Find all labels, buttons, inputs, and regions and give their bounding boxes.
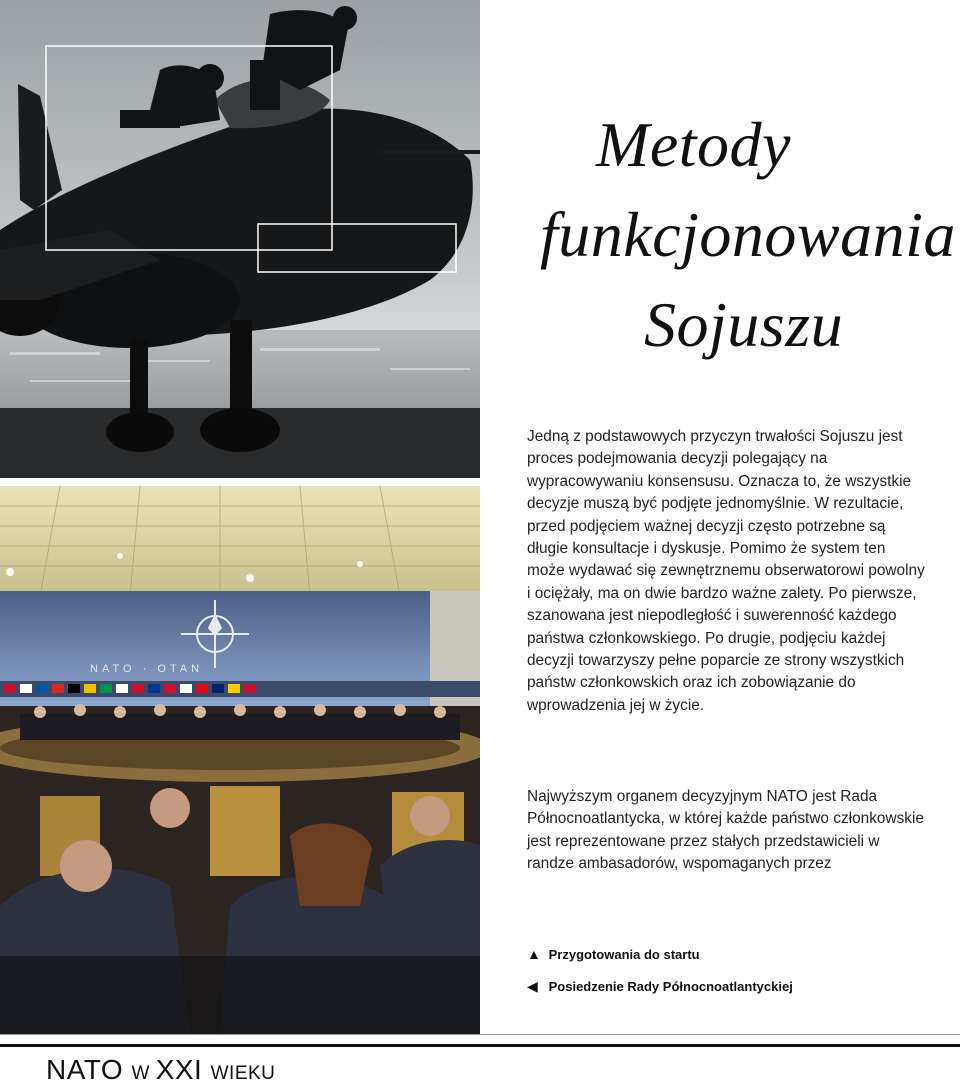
nato-otan-sign: NATO · OTAN bbox=[90, 663, 204, 675]
title-line-1: Metody bbox=[596, 109, 791, 180]
body-paragraph-1: Jedną z podstawowych przyczyn trwałości Sojuszu jest proces podejmowania decyzji polegający na wypracowywaniu konsensusu. Oznacza to, że wszystkie decyzje muszą być podjęte jednomyślnie. W rezultacie, przed podjęciem ważnej decyzji często potrzebne są długie konsultacje i dyskusje. Pomimo że system ten może wydawać się zewnętrznemu obserwatorowi powolny i ociężały, ma on dwie bardzo ważne zalety. Po pierwsze, szanowana jest niepodległość i suwerenność każdego państwa członkowskiego. Po drugie, podjęciu każdej decyzji towarzyszy pełne poparcie ze strony wszystkich państw członkowskich oraz ich zobowiązanie do wprowadzenia jej w życie. bbox=[527, 428, 925, 714]
caption-aircraft bbox=[527, 944, 947, 976]
footer-divider bbox=[0, 1034, 960, 1035]
caption-aircraft-text: Przygotowania do startu bbox=[548, 947, 700, 962]
photo-council-meeting bbox=[0, 486, 480, 1034]
photo-aircraft-preparation bbox=[0, 0, 480, 478]
footer-part-nato: NATO bbox=[46, 1054, 132, 1085]
council-photo-graphic bbox=[0, 486, 480, 1034]
left-triangle-icon: ◀ bbox=[527, 978, 538, 994]
body-paragraph-2: Najwyższym organem decyzyjnym NATO jest Rada Północnoatlantycka, w której każde państwo członkowskie jest reprezentowane przez stałych przedstawicieli w randze ambasadorów, wspomaganych przez bbox=[527, 788, 924, 873]
title-line-3: Sojuszu bbox=[644, 289, 844, 360]
photo-captions bbox=[527, 944, 947, 1008]
up-triangle-icon: ▲ bbox=[527, 946, 541, 962]
title-line-2: funkcjonowania bbox=[540, 199, 956, 270]
page-title bbox=[540, 100, 956, 370]
caption-council bbox=[527, 976, 947, 1008]
footer-rule bbox=[0, 1044, 960, 1047]
footer-running-title bbox=[46, 1054, 275, 1086]
caption-council-text: Posiedzenie Rady Północnoatlantyckiej bbox=[548, 979, 793, 994]
footer-part-wieku: WIEKU bbox=[210, 1063, 276, 1084]
footer-part-w: W bbox=[131, 1063, 156, 1084]
footer-part-xxi: XXI bbox=[155, 1054, 211, 1085]
aircraft-photo-graphic bbox=[0, 0, 480, 478]
